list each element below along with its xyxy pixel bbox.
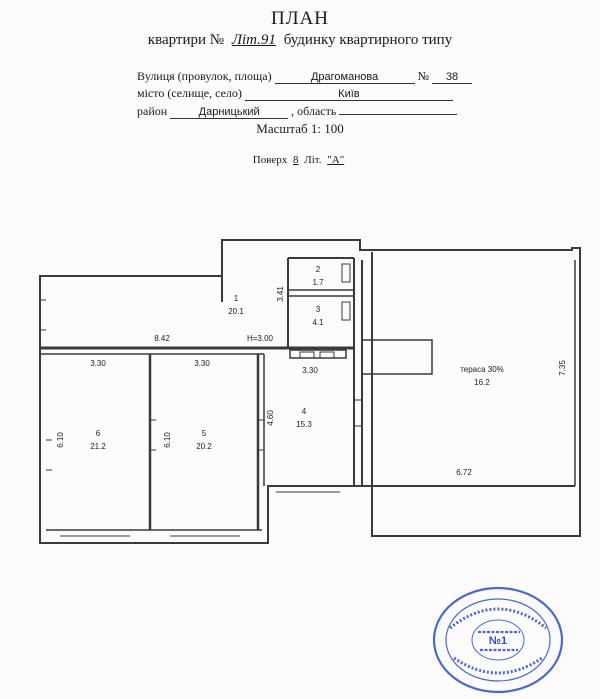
room-1-depth: 3.41 (276, 286, 285, 302)
corridor-length: 8.42 (154, 334, 170, 343)
terrace-area: 16.2 (474, 378, 490, 387)
floor-label: Поверх (252, 154, 288, 166)
district-label: район (137, 104, 168, 118)
room-6-width: 3.30 (90, 359, 106, 368)
terrace-label: тераса 30% (460, 365, 504, 374)
lit-value: "А" (327, 154, 345, 166)
subtitle-suffix: будинку квартирного типу (283, 32, 453, 48)
room-4-area: 15.3 (296, 420, 312, 429)
room-1-number: 1 (233, 294, 239, 303)
room-6-depth: 6.10 (56, 432, 65, 448)
room-3-number: 3 (315, 305, 321, 314)
room-2-number: 2 (315, 265, 321, 274)
plan-title: ПЛАН (270, 8, 330, 29)
room-5-width: 3.30 (194, 359, 210, 368)
room-6-number: 6 (95, 429, 101, 438)
room-4-width: 3.30 (302, 366, 318, 375)
terrace-width: 6.72 (456, 468, 472, 477)
room-4-depth: 4.60 (266, 410, 275, 426)
room-5-number: 5 (201, 429, 207, 438)
room-6-area: 21.2 (90, 442, 106, 451)
terrace-depth: 7.35 (558, 360, 567, 376)
outer-wall (40, 240, 580, 543)
official-stamp (428, 576, 574, 696)
street-label: Вулиця (провулок, площа) (137, 69, 272, 83)
oblast-label: , область (291, 104, 337, 118)
apartment-number: Літ.91 (231, 32, 276, 48)
city-value: Київ (245, 88, 453, 101)
room-5-depth: 6.10 (163, 432, 172, 448)
district-value: Дарницький (170, 106, 288, 119)
room-5-area: 20.2 (196, 442, 212, 451)
city-label: місто (селище, село) (137, 86, 242, 100)
street-value: Драгоманова (275, 71, 415, 84)
lit-label: Літ. (304, 154, 322, 166)
room-2-area: 1.7 (312, 278, 324, 287)
stamp-number: №1 (488, 635, 508, 647)
room-3-area: 4.1 (312, 318, 324, 327)
ceiling-height: H=3.00 (246, 334, 274, 343)
number-label: № (417, 69, 430, 83)
room-4-number: 4 (301, 407, 307, 416)
room-1-area: 20.1 (228, 307, 244, 316)
scale-label: Масштаб 1: 100 (256, 121, 344, 136)
number-value: 38 (432, 71, 472, 84)
floor-value: 8 (293, 154, 299, 166)
subtitle-prefix: квартири № (147, 32, 225, 48)
